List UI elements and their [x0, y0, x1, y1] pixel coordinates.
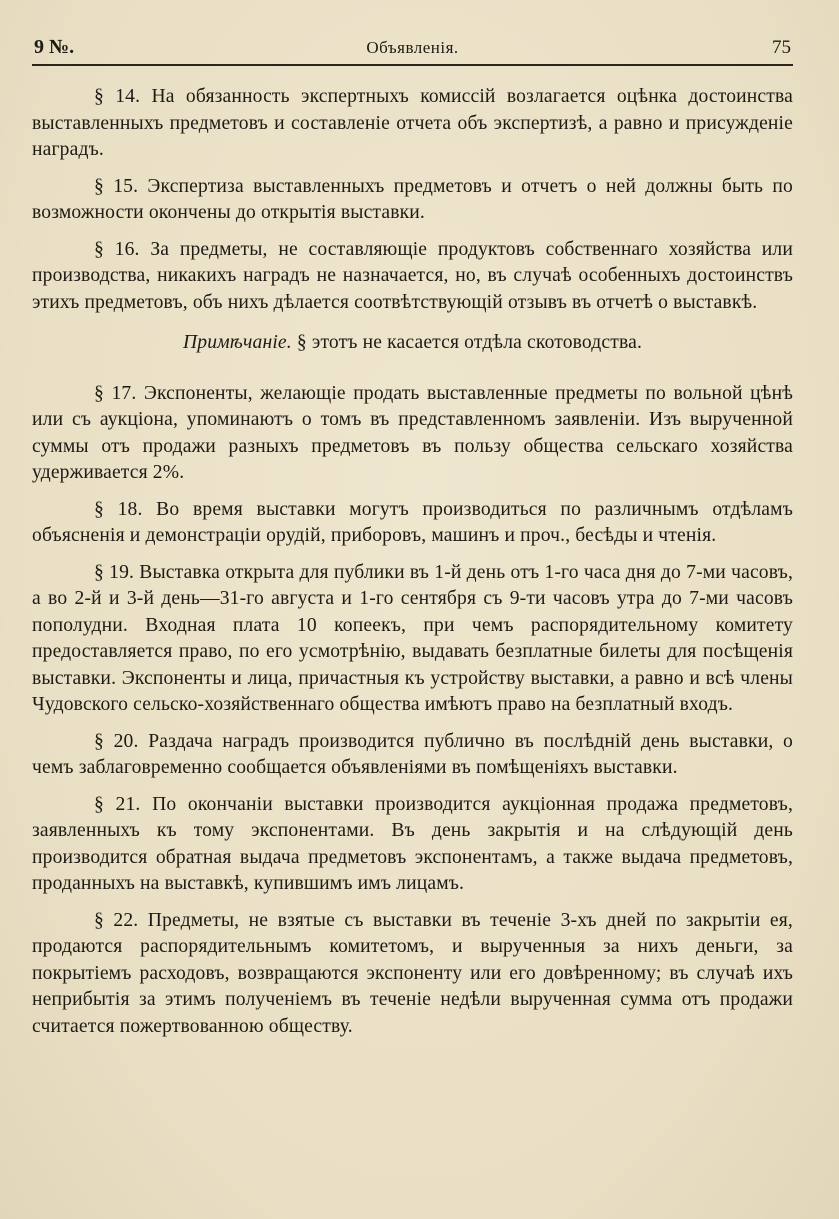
- document-body: [32, 66, 793, 1040]
- page-number: 75: [772, 37, 791, 58]
- paragraph-17: § 17. Экспоненты, желающіе продать выставленные предметы по вольной цѣнѣ или съ аукціона, упоминаютъ о томъ въ представленномъ заявленіи. Изъ вырученной суммы отъ продажи разныхъ предметовъ въ пользу общества сельскаго хозяйства удерживается 2%.: [32, 382, 793, 483]
- issue-mark: 9 №.: [34, 36, 75, 58]
- note-text: § этотъ не касается отдѣла скотоводства.: [296, 332, 643, 353]
- paragraph-18: § 18. Во время выставки могутъ производиться по различнымъ отдѣламъ объясненія и демонстраціи орудій, приборовъ, машинъ и проч., бесѣды и чтенія.: [32, 498, 793, 546]
- section-title: Объявленія.: [366, 38, 459, 57]
- paragraph-15: § 15. Экспертиза выставленныхъ предметовъ и отчетъ о ней должны быть по возможности окончены до открытія выставки.: [32, 175, 793, 223]
- note: [32, 330, 793, 357]
- note-label: Примѣчаніе.: [182, 332, 292, 353]
- paragraph-22: § 22. Предметы, не взятые съ выставки въ теченіе 3-хъ дней по закрытіи ея, продаются распорядительнымъ комитетомъ, и вырученныя за нихъ деньги, за покрытіемъ расходовъ, возвращаются экспоненту или его довѣренному; въ случаѣ ихъ неприбытія за этимъ полученіемъ въ теченіе недѣли вырученная сумма отъ продажи считается пожертвованною обществу.: [32, 909, 793, 1037]
- paragraph-19: § 19. Выставка открыта для публики въ 1-й день отъ 1-го часа дня до 7-ми часовъ, а во 2-й и 3-й день—31-го августа и 1-го сентября съ 9-ти часовъ утра до 7-ми часовъ пополудни. Входная плата 10 копеекъ, при чемъ распорядительному комитету предоставляется право, по его усмотрѣнію, выдавать безплатные билеты для посѣщенія выставки. Экспоненты и лица, причастныя къ устройству выставки, а равно и всѣ члены Чудовского сельско-хозяйственнаго общества имѣютъ право на безплатный входъ.: [32, 561, 793, 715]
- paragraph-21: § 21. По окончаніи выставки производится аукціонная продажа предметовъ, заявленныхъ къ тому экспонентами. Въ день закрытія и на слѣдующій день производится обратная выдача предметовъ экспонентамъ, а также выдача предметовъ, проданныхъ на выставкѣ, купившимъ имъ лицамъ.: [32, 793, 793, 894]
- paragraph-14: § 14. На обязанность экспертныхъ комиссій возлагается оцѣнка достоинства выставленныхъ предметовъ и составленіе отчета объ экспертизѣ, а равно и присужденіе наградъ.: [32, 86, 793, 160]
- paragraph-16: § 16. За предметы, не составляющіе продуктовъ собственнаго хозяйства или производства, никакихъ наградъ не назначается, но, въ случаѣ особенныхъ достоинствъ этихъ предметовъ, объ нихъ дѣлается соотвѣтствующій отзывъ въ отчетѣ о выставкѣ.: [32, 238, 793, 313]
- paragraph-20: § 20. Раздача наградъ производится публично въ послѣдній день выставки, о чемъ заблаговременно сообщается объявленіями въ помѣщеніяхъ выставки.: [32, 730, 793, 778]
- running-header: [32, 30, 793, 66]
